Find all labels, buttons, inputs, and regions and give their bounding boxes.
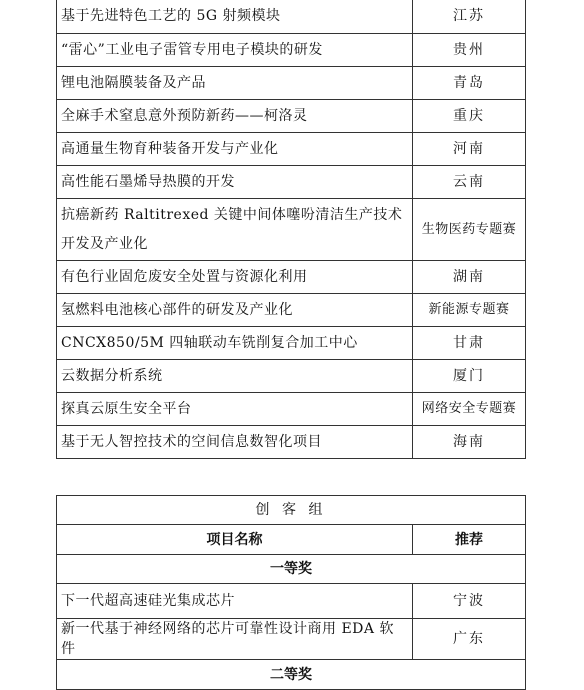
column-header-recommend: 推荐	[413, 525, 526, 555]
table-row	[57, 261, 526, 294]
table-row	[57, 360, 526, 393]
table-row	[57, 393, 526, 426]
project-name: 新一代基于神经网络的芯片可靠性设计商用 EDA 软件	[57, 619, 413, 660]
project-name: 基于先进特色工艺的 5G 射频模块	[57, 0, 413, 34]
table-row	[57, 327, 526, 360]
table-row	[57, 166, 526, 199]
project-region: 河南	[413, 133, 526, 166]
header-row	[57, 525, 526, 555]
project-region: 宁波	[413, 584, 526, 619]
project-region: 厦门	[413, 360, 526, 393]
project-region: 网络安全专题赛	[413, 393, 526, 426]
project-name: 全麻手术窒息意外预防新药——柯洛灵	[57, 100, 413, 133]
project-region: 广东	[413, 619, 526, 660]
first-prize-heading: 一等奖	[57, 555, 526, 584]
project-name: 下一代超高速硅光集成芯片	[57, 584, 413, 619]
project-region: 海南	[413, 426, 526, 459]
project-name: 抗癌新药 Raltitrexed 关键中间体噻吩清洁生产技术开发及产业化	[57, 199, 413, 261]
project-name: 有色行业固危废安全处置与资源化利用	[57, 261, 413, 294]
table-row	[57, 426, 526, 459]
table-row	[57, 34, 526, 67]
second-prize-heading: 二等奖	[57, 660, 526, 690]
table-row	[57, 199, 526, 261]
project-name: 高通量生物育种装备开发与产业化	[57, 133, 413, 166]
table-row	[57, 294, 526, 327]
project-name: 氢燃料电池核心部件的研发及产业化	[57, 294, 413, 327]
project-name: 探真云原生安全平台	[57, 393, 413, 426]
project-name: 基于无人智控技术的空间信息数智化项目	[57, 426, 413, 459]
column-header-project: 项目名称	[57, 525, 413, 555]
prize-row	[57, 660, 526, 690]
project-name: 锂电池隔膜装备及产品	[57, 67, 413, 100]
project-name: 高性能石墨烯导热膜的开发	[57, 166, 413, 199]
project-region: 新能源专题赛	[413, 294, 526, 327]
project-region: 贵州	[413, 34, 526, 67]
project-name: CNCX850/5M 四轴联动车铣削复合加工中心	[57, 327, 413, 360]
project-region: 青岛	[413, 67, 526, 100]
table-row	[57, 584, 526, 619]
group-title-row	[57, 496, 526, 525]
project-name: 云数据分析系统	[57, 360, 413, 393]
project-region: 云南	[413, 166, 526, 199]
table-row	[57, 619, 526, 660]
project-region: 重庆	[413, 100, 526, 133]
project-region: 甘肃	[413, 327, 526, 360]
table-row	[57, 133, 526, 166]
table-row	[57, 100, 526, 133]
prize-row	[57, 555, 526, 584]
group-title: 创 客 组	[57, 496, 526, 525]
project-region: 湖南	[413, 261, 526, 294]
project-region: 生物医药专题赛	[413, 199, 526, 261]
projects-table	[56, 0, 526, 459]
table-row	[57, 0, 526, 34]
maker-group-table	[56, 495, 526, 690]
project-region: 江苏	[413, 0, 526, 34]
table-row	[57, 67, 526, 100]
project-name: “雷心”工业电子雷管专用电子模块的研发	[57, 34, 413, 67]
